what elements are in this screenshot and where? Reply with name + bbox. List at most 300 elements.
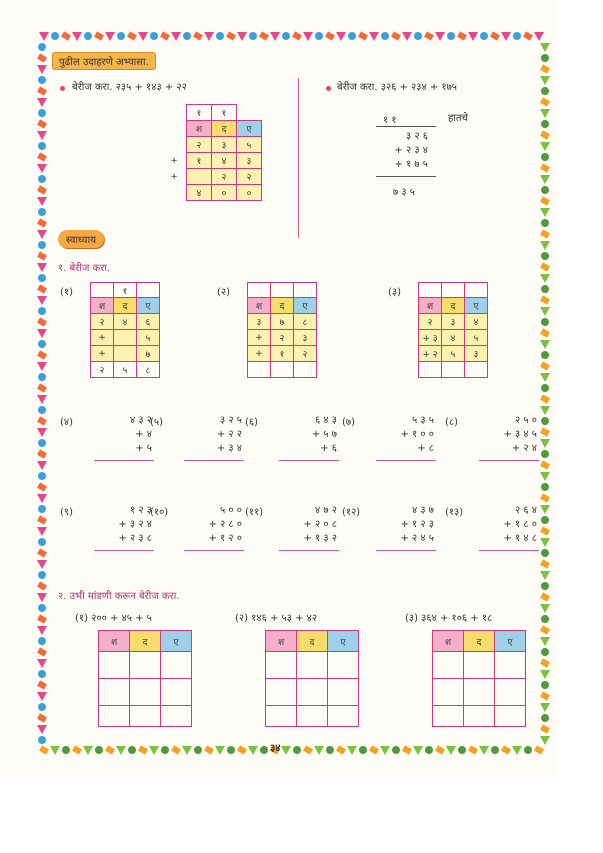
border-ornament: [183, 32, 191, 40]
border-ornament: [541, 714, 549, 722]
cell: ३: [294, 330, 317, 346]
q2-expression: (१) २०० + ४५ + ५: [75, 613, 152, 624]
q2-expression: (३) ३६४ + १०६ + १८: [405, 613, 493, 624]
q2-title: २. उभी मांडणी करून बेरीज करा.: [58, 591, 180, 602]
carry-digits: १ १: [383, 115, 397, 126]
border-ornament: [138, 745, 148, 754]
blank-cell: [328, 652, 359, 679]
header-cell: श: [419, 298, 442, 314]
border-ornament: [138, 32, 148, 41]
border-ornament: [237, 32, 247, 41]
border-ornament: [37, 98, 47, 107]
border-ornament: [369, 32, 379, 41]
cell: +: [91, 330, 114, 346]
border-ornament: [315, 32, 323, 40]
border-ornament: [194, 746, 202, 754]
border-ornament: [541, 384, 549, 392]
border-ornament: [38, 505, 46, 513]
vertical-sum: [382, 504, 434, 546]
sum-rule: [479, 460, 539, 461]
addend: + २ ४: [511, 443, 537, 454]
border-ornament: [501, 745, 511, 754]
border-ornament: [303, 745, 313, 754]
border-ornament: [540, 394, 550, 403]
border-ornament: [38, 604, 46, 612]
border-ornament: [540, 724, 550, 733]
vertical-sum: [190, 504, 242, 546]
border-ornament: [38, 274, 46, 282]
border-ornament: [37, 560, 47, 569]
addend: + २ ३ ८: [118, 533, 152, 544]
question-number: (३): [388, 287, 402, 298]
carry-cell: १: [212, 105, 237, 121]
question-number: (१०): [150, 507, 169, 518]
border-ornament: [534, 745, 544, 754]
border-ornament: [38, 571, 46, 579]
carry-label: हातचे: [448, 113, 468, 124]
border-ornament: [524, 746, 532, 754]
cell: ८: [294, 314, 317, 330]
carry-cell: [419, 283, 442, 298]
addend: + ६: [320, 443, 337, 454]
border-ornament: [457, 31, 467, 40]
border-ornament: [37, 659, 47, 668]
border-ornament: [392, 746, 400, 754]
sum-rule: [279, 550, 339, 551]
header-cell: श: [266, 631, 297, 652]
border-ornament: [38, 109, 46, 117]
header-ones: ए: [237, 121, 262, 137]
border-ornament: [540, 175, 550, 184]
border-ornament: [541, 417, 549, 425]
border-ornament: [540, 526, 550, 535]
cell: २: [419, 314, 442, 330]
border-ornament: [540, 637, 550, 646]
header-hundreds: श: [187, 121, 212, 137]
border-ornament: [248, 746, 258, 755]
addend: + २ २: [216, 429, 242, 440]
border-ornament: [540, 538, 550, 547]
border-ornament: [359, 746, 367, 754]
border-ornament: [292, 31, 302, 40]
border-ornament: [37, 197, 47, 206]
blank-cell: [161, 652, 192, 679]
cell: ५: [237, 137, 262, 153]
question-number: (१३): [445, 507, 464, 518]
blank-cell: [464, 706, 495, 727]
example2-prompt: बेरीज करा. ३२६ + २३४ + १७५: [337, 82, 457, 93]
border-ornament: [540, 163, 550, 172]
border-ornament: [435, 745, 445, 754]
border-ornament: [458, 746, 466, 754]
border-ornament: [39, 745, 49, 754]
border-ornament: [541, 54, 549, 62]
blank-cell: [266, 679, 297, 706]
addend: + २ ३ ४: [394, 145, 428, 156]
border-ornament: [540, 295, 550, 304]
sum-table: [247, 282, 317, 378]
cell: +: [91, 346, 114, 362]
border-ornament: [37, 296, 47, 305]
border-ornament: [37, 65, 47, 74]
border-ornament: [37, 614, 47, 623]
border-ornament: [38, 736, 46, 744]
border-ornament: [541, 450, 549, 458]
border-ornament: [425, 746, 433, 754]
addend: ५ ३ ५: [412, 415, 434, 426]
border-ornament: [446, 746, 456, 755]
header-cell: श: [91, 298, 114, 314]
cell: ७: [271, 314, 294, 330]
sum-rule: [184, 460, 244, 461]
border-ornament: [391, 31, 401, 40]
border-ornament: [215, 746, 225, 755]
header-cell: ए: [137, 298, 160, 314]
divider: [298, 78, 299, 238]
border-ornament: [38, 670, 46, 678]
border-ornament: [541, 87, 549, 95]
carry-cell: [442, 283, 465, 298]
header-cell: ए: [161, 631, 192, 652]
total-cell: ८: [137, 362, 160, 378]
border-ornament: [105, 32, 115, 41]
border-ornament: [37, 647, 47, 656]
cell: [187, 169, 212, 185]
border-ornament: [540, 670, 550, 679]
border-ornament: [37, 329, 47, 338]
addend: + ५ ७: [311, 429, 337, 440]
total-cell: [442, 362, 465, 378]
addend: + २ ० ८: [303, 519, 337, 530]
cell: ६: [137, 314, 160, 330]
vertical-sum: [285, 504, 337, 546]
border-ornament: [193, 31, 203, 40]
header-cell: द: [297, 631, 328, 652]
border-ornament: [37, 350, 47, 359]
border-ornament: [150, 32, 158, 40]
border-ornament: [37, 548, 47, 557]
border-ornament: [37, 131, 47, 140]
header-cell: द: [442, 298, 465, 314]
total-cell: [465, 362, 488, 378]
addend: + ३ ४: [216, 443, 242, 454]
border-ornament: [38, 241, 46, 249]
border-ornament: [37, 53, 47, 62]
cell: १: [187, 153, 212, 169]
border-ornament: [37, 593, 47, 602]
border-ornament: [37, 185, 47, 194]
border-ornament: [37, 713, 47, 722]
border-ornament: [347, 746, 357, 755]
border-ornament: [541, 252, 549, 260]
border-ornament: [37, 626, 47, 635]
border-ornament: [37, 230, 47, 239]
border-ornament: [37, 692, 47, 701]
cell: +: [248, 330, 271, 346]
border-ornament: [37, 482, 47, 491]
addend: + १ ८ ०: [503, 519, 537, 530]
cell: २: [294, 346, 317, 362]
cell: २: [91, 314, 114, 330]
border-ornament: [38, 307, 46, 315]
border-ornament: [512, 746, 522, 755]
border-ornament: [541, 516, 549, 524]
border-ornament: [540, 625, 550, 634]
border-ornament: [424, 31, 434, 40]
bullet-icon: [326, 86, 331, 91]
border-ornament: [38, 637, 46, 645]
section-heading: [52, 52, 156, 70]
addend: ३ २ ५: [220, 415, 242, 426]
addend: + १ ० ०: [400, 429, 434, 440]
border-ornament: [540, 559, 550, 568]
border-ornament: [541, 219, 549, 227]
border-ornament: [540, 142, 550, 151]
border-ornament: [293, 746, 301, 754]
header-cell: ए: [328, 631, 359, 652]
border-ornament: [413, 746, 423, 755]
total-cell: [248, 362, 271, 378]
total-cell: ४: [187, 185, 212, 201]
total-cell: [294, 362, 317, 378]
addend: १ २ ३: [130, 505, 152, 516]
border-ornament: [38, 340, 46, 348]
border-ornament: [540, 241, 550, 250]
border-ornament: [468, 32, 478, 41]
carry-cell: [248, 283, 271, 298]
practice-badge: स्वाध्याय: [58, 230, 104, 248]
blank-cell: [130, 706, 161, 727]
border-ornament: [259, 31, 269, 40]
border-ornament: [37, 449, 47, 458]
question-number: (२): [217, 287, 231, 298]
border-ornament: [513, 32, 521, 40]
border-ornament: [50, 746, 60, 755]
carry-cell: [137, 283, 160, 298]
border-ornament: [540, 274, 550, 283]
header-cell: ए: [465, 298, 488, 314]
border-ornament: [37, 725, 47, 734]
example2-total: ७ ३ ५: [393, 187, 415, 198]
border-ornament: [540, 460, 550, 469]
bullet-icon: [60, 86, 65, 91]
border-ornament: [540, 658, 550, 667]
border-ornament: [72, 32, 82, 41]
addend: २ ६ ४: [515, 505, 537, 516]
addend: ६ ४ ३: [315, 415, 337, 426]
border-ornament: [541, 351, 549, 359]
addend: + १ २ ३: [400, 519, 434, 530]
border-ornament: [37, 263, 47, 272]
border-ornament: [540, 76, 550, 85]
blank-cell: [464, 679, 495, 706]
addend: ४ ३ ७: [412, 505, 434, 516]
addend: + ३ ४ ५: [503, 429, 537, 440]
blank-cell: [130, 679, 161, 706]
cell: २: [271, 330, 294, 346]
border-ornament: [540, 97, 550, 106]
border-ornament: [204, 32, 214, 41]
addend: २ ५ ०: [515, 415, 537, 426]
question-number: (१): [60, 287, 74, 298]
border-ornament: [541, 681, 549, 689]
border-ornament: [249, 32, 257, 40]
cell: १: [271, 346, 294, 362]
blank-cell: [433, 652, 464, 679]
border-ornament: [501, 32, 511, 41]
blank-cell: [161, 706, 192, 727]
border-ornament: [84, 32, 92, 40]
border-ornament: [540, 472, 550, 481]
border-ornament: [37, 680, 47, 689]
border-ornament: [540, 130, 550, 139]
border-ornament: [204, 745, 214, 754]
blank-cell: [161, 679, 192, 706]
carry-cell: [465, 283, 488, 298]
blank-cell: [495, 706, 526, 727]
border-ornament: [37, 515, 47, 524]
total-cell: ०: [237, 185, 262, 201]
section-heading-text: पुढील उदाहरणे अभ्यासा.: [59, 57, 149, 68]
border-ornament: [37, 461, 47, 470]
vertical-sum: [285, 414, 337, 456]
border-ornament: [226, 31, 236, 40]
blank-cell: [433, 679, 464, 706]
border-ornament: [325, 31, 335, 40]
carry-cell: [294, 283, 317, 298]
border-ornament: [127, 31, 137, 40]
blank-cell: [495, 679, 526, 706]
border-ornament: [490, 31, 500, 40]
cell: २: [237, 169, 262, 185]
addend: + १ ४ ८: [503, 533, 537, 544]
border-ornament: [37, 428, 47, 437]
border-ornament: [105, 745, 115, 754]
border-ornament: [37, 164, 47, 173]
border-ornament: [314, 746, 324, 755]
header-cell: द: [114, 298, 137, 314]
question-number: (८): [445, 417, 459, 428]
addend: ३ २ ६: [406, 131, 428, 142]
blank-cell: [297, 706, 328, 727]
blank-cell: [130, 652, 161, 679]
border-ornament: [468, 745, 478, 754]
plus-sign: +: [170, 155, 178, 166]
border-ornament: [540, 43, 550, 52]
border-ornament: [534, 32, 544, 41]
border-ornament: [281, 746, 291, 755]
sum-rule: [94, 460, 154, 461]
addend: ४ ७ २: [315, 505, 337, 516]
border-ornament: [37, 119, 47, 128]
border-ornament: [37, 317, 47, 326]
border-ornament: [326, 746, 334, 754]
border-ornament: [541, 186, 549, 194]
border-ornament: [381, 32, 389, 40]
border-ornament: [161, 746, 169, 754]
total-cell: ०: [212, 185, 237, 201]
border-ornament: [540, 592, 550, 601]
border-ornament: [116, 746, 126, 755]
question-number: (११): [245, 507, 264, 518]
border-ornament: [540, 340, 550, 349]
vertical-sum: [382, 414, 434, 456]
border-ornament: [95, 746, 103, 754]
border-ornament: [479, 746, 489, 755]
header-cell: श: [99, 631, 130, 652]
cell: [114, 346, 137, 362]
cell: ३: [465, 346, 488, 362]
border-ornament: [540, 208, 550, 217]
border-ornament: [51, 32, 59, 40]
border-ornament: [541, 648, 549, 656]
border-ornament: [38, 175, 46, 183]
vertical-sum: [190, 414, 242, 456]
border-ornament: [72, 745, 82, 754]
border-ornament: [540, 361, 550, 370]
border-ornament: [540, 439, 550, 448]
border-ornament: [38, 472, 46, 480]
blank-cell: [297, 652, 328, 679]
header-cell: ए: [294, 298, 317, 314]
border-ornament: [541, 615, 549, 623]
border-ornament: [37, 527, 47, 536]
carry-cell: १: [187, 105, 212, 121]
question-number: (९): [60, 507, 74, 518]
border-ornament: [402, 32, 412, 41]
vertical-sum: [100, 504, 152, 546]
cell: + ३: [419, 330, 442, 346]
question-number: (६): [245, 417, 259, 428]
border-ornament: [541, 318, 549, 326]
border-ornament: [480, 32, 488, 40]
vertical-sum: [100, 414, 152, 456]
border-ornament: [37, 395, 47, 404]
border-ornament: [540, 604, 550, 613]
border-ornament: [540, 571, 550, 580]
blank-cell: [433, 706, 464, 727]
question-number: (४): [60, 417, 74, 428]
border-ornament: [540, 427, 550, 436]
border-ornament: [435, 32, 445, 41]
header-cell: ए: [495, 631, 526, 652]
q1-title: १. बेरीज करा.: [58, 263, 111, 274]
answer-table: [98, 630, 192, 727]
border-ornament: [380, 746, 390, 755]
border-ornament: [182, 746, 192, 755]
border-ornament: [117, 32, 125, 40]
border-ornament: [540, 64, 550, 73]
border-ornament: [282, 32, 290, 40]
border-ornament: [541, 120, 549, 128]
carry-cell: [271, 283, 294, 298]
cell: ४: [465, 314, 488, 330]
border-ornament: [348, 32, 356, 40]
blank-cell: [297, 679, 328, 706]
vertical-sum: [485, 414, 537, 456]
addend: + १ २ ०: [208, 533, 242, 544]
border-ornament: [540, 736, 550, 745]
border-ornament: [336, 32, 346, 41]
border-ornament: [540, 196, 550, 205]
sum-rule: [479, 550, 539, 551]
border-ornament: [38, 43, 46, 51]
header-cell: द: [464, 631, 495, 652]
addend: + २ ८ ०: [208, 519, 242, 530]
border-ornament: [541, 285, 549, 293]
sum-rule: [279, 460, 339, 461]
cell: [114, 330, 137, 346]
